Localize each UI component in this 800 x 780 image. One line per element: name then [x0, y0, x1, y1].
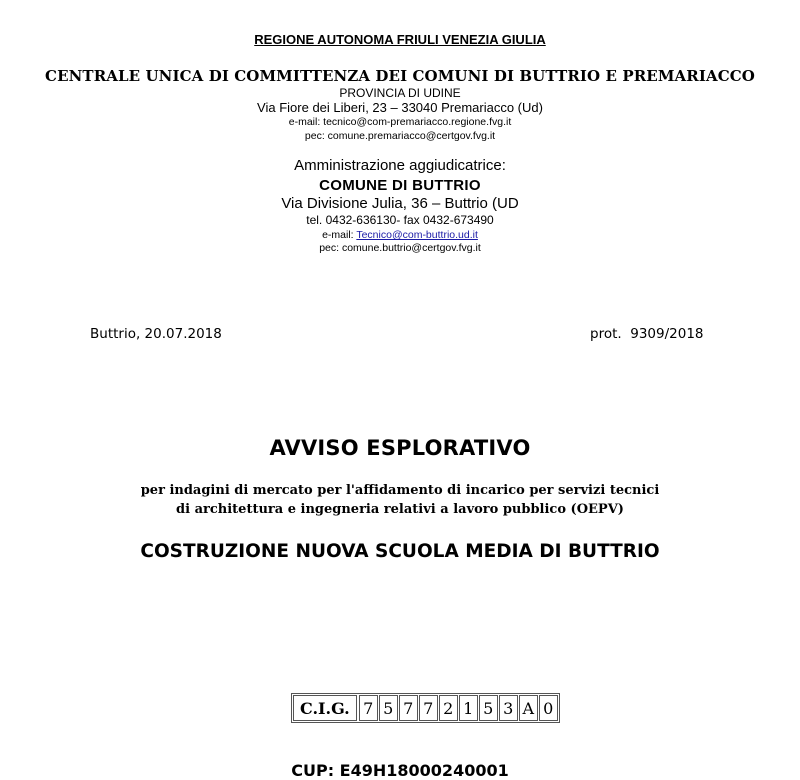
- cig-digit: 3: [499, 695, 518, 721]
- comune-email-prefix: e-mail:: [322, 229, 354, 241]
- notice-subtitle-line1: per indagini di mercato per l'affidamento di incarico per servizi tecnici: [140, 483, 660, 498]
- comune-tel: tel. 0432-636130- fax 0432-673490: [306, 213, 494, 227]
- comune-address: Via Divisione Julia, 36 – Buttrio (UD: [281, 195, 519, 212]
- cig-code-box: [291, 693, 560, 723]
- comune-email-link[interactable]: Tecnico@com-buttrio.ud.it: [356, 229, 478, 241]
- cig-digit: 5: [379, 695, 398, 721]
- amministrazione-label: Amministrazione aggiudicatrice:: [294, 157, 506, 174]
- cig-label: C.I.G.: [293, 695, 357, 721]
- cig-digit: 1: [459, 695, 478, 721]
- centrale-email: e-mail: tecnico@com-premariacco.regione.fvg.it: [288, 116, 512, 128]
- cig-digit: 7: [399, 695, 418, 721]
- notice-title: AVVISO ESPLORATIVO: [269, 436, 531, 460]
- comune-name: COMUNE DI BUTTRIO: [319, 177, 481, 194]
- region-heading: REGIONE AUTONOMA FRIULI VENEZIA GIULIA: [254, 32, 546, 47]
- comune-email: [0, 229, 800, 241]
- cig-digit: A: [519, 695, 538, 721]
- cup-code: CUP: E49H18000240001: [291, 761, 509, 780]
- protocol-number: prot. 9309/2018: [590, 326, 704, 342]
- provincia-line: PROVINCIA DI UDINE: [339, 86, 461, 100]
- cig-digit: 7: [419, 695, 438, 721]
- project-title: COSTRUZIONE NUOVA SCUOLA MEDIA DI BUTTRIO: [140, 541, 660, 562]
- comune-pec: pec: comune.buttrio@certgov.fvg.it: [319, 242, 481, 254]
- centrale-pec: pec: comune.premariacco@certgov.fvg.it: [304, 130, 496, 142]
- centrale-address: Via Fiore dei Liberi, 23 – 33040 Premariacco (Ud): [257, 100, 543, 115]
- centrale-heading: CENTRALE UNICA DI COMMITTENZA DEI COMUNI DI BUTTRIO E PREMARIACCO: [45, 67, 755, 85]
- document-date: Buttrio, 20.07.2018: [90, 326, 222, 342]
- cig-digit: 2: [439, 695, 458, 721]
- cig-digit: 7: [359, 695, 378, 721]
- cig-digit: 0: [539, 695, 558, 721]
- cig-digit: 5: [479, 695, 498, 721]
- notice-subtitle-line2: di architettura e ingegneria relativi a lavoro pubblico (OEPV): [176, 502, 624, 517]
